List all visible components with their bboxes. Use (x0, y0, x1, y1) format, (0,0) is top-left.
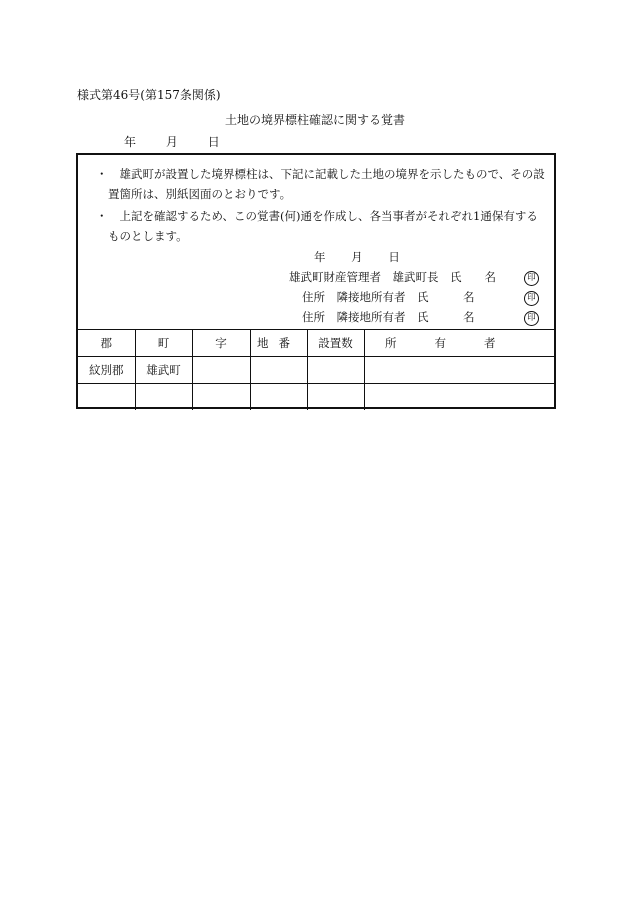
table-cell (307, 384, 364, 411)
header-county: 郡 (78, 330, 135, 357)
form-number: 様式第46号(第157条関係) (77, 88, 221, 102)
header-count: 設置数 (307, 330, 364, 357)
bullet-mark: ・ (96, 209, 108, 223)
header-lot-number: 地番 (250, 330, 307, 357)
header-town: 町 (135, 330, 192, 357)
table-cell (78, 384, 135, 411)
table-cell (364, 357, 554, 384)
table-cell (364, 384, 554, 411)
table-cell (250, 384, 307, 411)
sign-month: 月 (351, 250, 363, 264)
header-aza: 字 (192, 330, 250, 357)
document-title: 土地の境界標柱確認に関する覚書 (224, 113, 405, 127)
table-row (78, 384, 554, 411)
table-cell (250, 357, 307, 384)
date-year: 年 (124, 135, 137, 149)
seal-icon: 印 (524, 311, 539, 326)
table-header-row (78, 330, 554, 357)
table-row (78, 357, 554, 384)
table-cell (192, 357, 250, 384)
seal-icon: 印 (524, 291, 539, 306)
seal-icon: 印 (524, 271, 539, 286)
table-cell: 紋別郡 (78, 357, 135, 384)
signatory-town-manager: 雄武町財産管理者 雄武町長 氏 名 (289, 270, 496, 284)
sign-year: 年 (314, 250, 326, 264)
table-cell (307, 357, 364, 384)
document-date (124, 133, 246, 150)
header-owner: 所有者 (364, 330, 554, 357)
date-day: 日 (207, 135, 220, 149)
signatory-neighbor-2: 住所 隣接地所有者 氏 名 (302, 310, 475, 324)
table-cell (135, 384, 192, 411)
signatory-neighbor-1: 住所 隣接地所有者 氏 名 (302, 290, 475, 304)
sign-day: 日 (388, 250, 400, 264)
bullet-mark: ・ (96, 167, 108, 181)
paragraph-text: 上記を確認するため、この覚書(何)通を作成し、各当事者がそれぞれ1通保有するものとします。 (108, 209, 538, 243)
land-table (78, 329, 554, 410)
table-cell (192, 384, 250, 411)
signature-date (314, 249, 422, 265)
table-cell: 雄武町 (135, 357, 192, 384)
paragraph-text: 雄武町が設置した境界標柱は、下記に記載した土地の境界を示したもので、その設置箇所は、別紙図面のとおりです。 (108, 167, 545, 201)
agreement-frame (76, 153, 556, 409)
date-month: 月 (165, 135, 178, 149)
